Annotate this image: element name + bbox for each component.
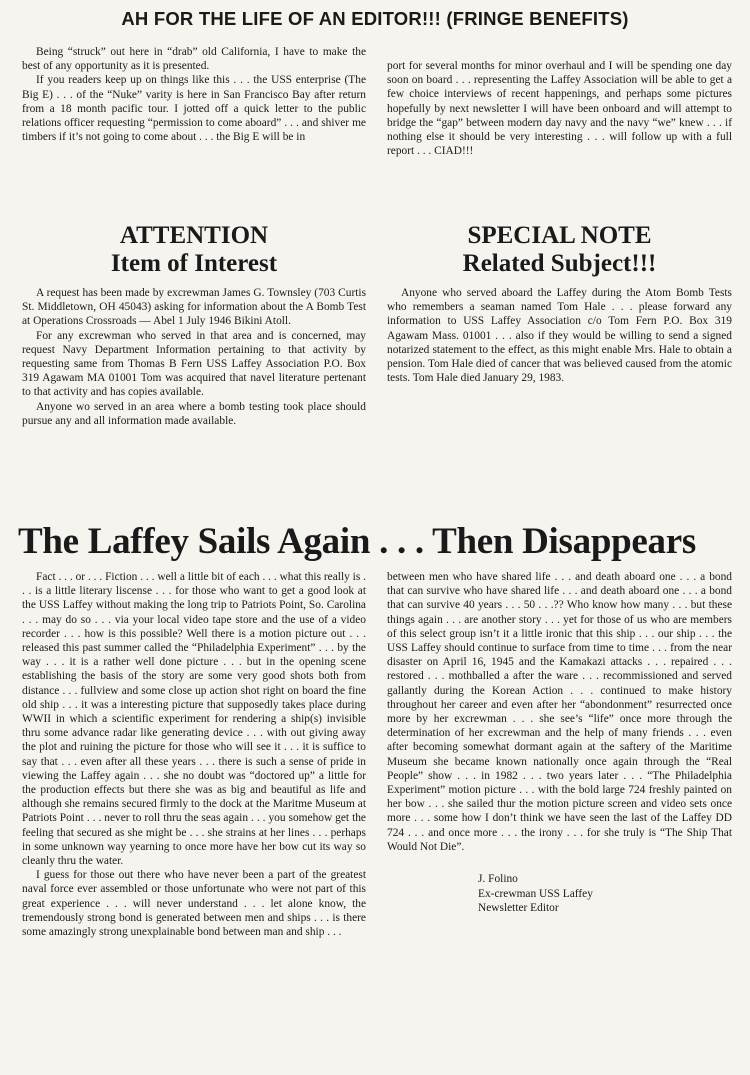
feature-paragraph: I guess for those out there who have never been a part of the greatest naval force ever assembled or those unfortunate who were not part of this great experience . . . will never understand . . . let alone know, the tremendously strong bond is generated between men and ships . . . is there some amazingly strong unexplainable bond between man and ship . . . [22, 869, 366, 939]
editor-column-left [22, 45, 366, 144]
attention-subheading: Item of Interest [110, 250, 278, 277]
feature-paragraph: between men who have shared life . . . and death aboard one . . . a bond that can survive who have shared life . . . and death aboard one . . . a bond that can survive 40 years . . . 50 . . .?? Who know how many . . . but these things again . . . are another story . . . yet for those of us who are members of this select group isn’t it a little ironic that this ship . . . our ship . . . the USS Laffey should continue to surface from time to time . . . from the near disaster on April 16, 1945 and the Kamakazi attacks . . . repaired . . . restored . . . mothballed a after the ware . . . recommissioned and served gallantly during the Korean Action . . . continued to make history throughout her career and even after her “abondonment” resurrected once more by her excrewman . . . she see’s “life” once more through the determination of her excrewman and the help of many friends . . . even after becoming somewhat dormant again at the saftery of the Maritime Museum she became known nationally once again through the “Real People” show . . . in 1982 . . . two years later . . . “The Philadelphia Experiment” motion picture . . . with the bold large 724 freshly painted on her bow . . . she sailed thur the motion picture screen and video sets once more . . . some how I don’t think we have seen the last of the Laffey DD 724 . . . and once more . . . the irony . . . for she truly is “The Ship That Would Not Die”. [387, 571, 732, 853]
signature-name: J. Folino [478, 873, 518, 886]
signature-title: Ex-crewman USS Laffey [478, 887, 593, 900]
special-note-subheading: Related Subject!!! [462, 250, 657, 277]
attention-section [22, 222, 366, 428]
editor-paragraph: Being “struck” out here in “drab” old California, I have to make the best of any opportunity as it is presented. [22, 46, 366, 73]
attention-paragraph: A request has been made by excrewman James G. Townsley (703 Curtis St. Middletown, OH 45043) asking for information about the A Bomb Test at Operations Crossroads — Abel 1 July 1946 Bikini Atoll. [22, 287, 366, 328]
signature-block [478, 872, 732, 916]
attention-paragraph: Anyone wo served in an area where a bomb testing took place should pursue any and all information made available. [22, 400, 366, 427]
special-note-paragraph: Anyone who served aboard the Laffey during the Atom Bomb Tests who remembers a seaman named Tom Hale . . . please forward any information to USS Laffey Association c/o Tom Fern P.O. Box 319 Agawam Mass. 01001 . . . also if they would be willing to send a signed notarized statement to the effect, as this might enable Mrs. Hale to obtain a pension. Tom Hale died of cancer that was believed caused from the atomic tests. Tom Hale died January 29, 1983. [387, 287, 732, 385]
page-title: AH FOR THE LIFE OF AN EDITOR!!! (FRINGE BENEFITS) [121, 8, 629, 29]
special-note-section [387, 222, 732, 385]
editor-paragraph: If you readers keep up on things like this . . . the USS enterprise (The Big E) . . . of the “Nuke” varity is here in San Francisco Bay after return from a 18 month pacific tour. I jotted off a quick letter to the public relations officer requesting “permission to come aboard” . . . and shiver me timbers if it’s not going to come about . . . the Big E will be in [22, 74, 366, 144]
special-note-heading: SPECIAL NOTE [467, 222, 652, 249]
feature-column-left [22, 570, 366, 939]
editor-column-right [387, 59, 732, 158]
feature-headline: The Laffey Sails Again . . . Then Disappears [18, 521, 696, 562]
editor-paragraph: port for several months for minor overhaul and I will be spending one day soon on board . . . representing the Laffey Association will be able to get a few choice interviews of recent happenings, and perhaps some pictures hopefully by next newsletter I will have been onboard and will attempt to bridge the “gap” between modern day navy and the navy “we” knew . . . if nothing else it should be very interesting . . . will follow up with a full report . . . CIAD!!! [387, 60, 732, 158]
attention-heading: ATTENTION [119, 222, 269, 249]
signature-role: Newsletter Editor [478, 902, 559, 915]
feature-paragraph: Fact . . . or . . . Fiction . . . well a little bit of each . . . what this really is . . . is a little literary liscense . . . for those who want to get a good look at the USS Laffey without making the long trip to Patriots Point, So. Carolina . . . may do so . . . via your local video tape store and the use of a video recorder . . . how is this possible? Well there is a motion picture out . . . released this past summer called the “Philadelphia Experiment” . . . by the way . . . it is a rather well done picture . . . but in the opening scene establishing the basis of the story are some very good shots both from distance . . . fullview and some close up action shot right on board the fine old ship . . . it was a interesting picture that supposedly takes place during WWII in which a scientific experiment for rendering a ship(s) invisible thru some advance radar like generating device . . . with out giving away the plot and ruining the picture for those who will see it . . . it is suffice to say that . . . even after all these years . . . there is such a sense of pride in viewing the Laffey again . . . she no doubt was “doctored up” a little for the production effects but there she was as big and beautiful as life and although she remains secured firmly to the dock at the Maritme Museum at Patriots Point . . . never to roll thru the seas again . . . you somehow get the feeling that secured as she might be . . . she strains at her lines . . . perhaps in some unknown way yearning to once more have her bow cut its way so cleanly thru the water. [22, 571, 366, 868]
attention-paragraph: For any excrewman who served in that area and is concerned, may request Navy Department Information pertaining to that activity by requesting same from Thomas B Fern USS Laffey Association P.O. Box 319 Agawam MA 01001 Tom was acquired that navel literature pertenant to that activity and has copies available. [22, 329, 366, 399]
feature-column-right [387, 570, 732, 916]
